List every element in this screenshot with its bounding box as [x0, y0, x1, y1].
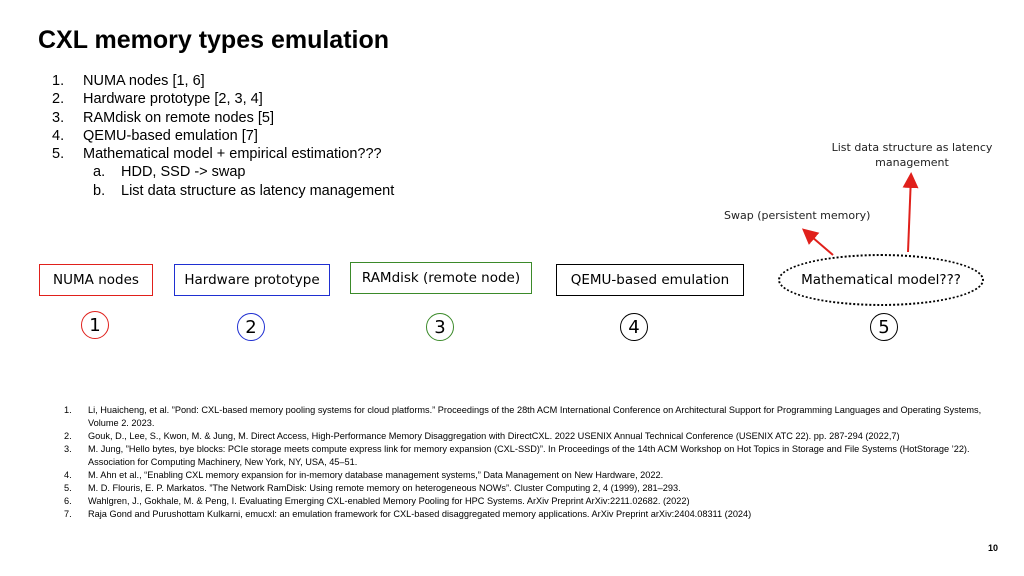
list-item-number: 1. [52, 73, 65, 89]
slide-title: CXL memory types emulation [38, 26, 390, 54]
list-item-text: NUMA nodes [1, 6] [83, 73, 205, 89]
reference-item [64, 443, 984, 469]
list-item-number: 5. [52, 146, 65, 163]
page-number: 10 [987, 543, 998, 553]
list-item-number: 2. [52, 91, 65, 108]
reference-number: 6. [64, 496, 72, 506]
step-4-circle: 4 [620, 313, 648, 341]
step-1-circle: 1 [81, 311, 109, 339]
sub-list-item-letter: b. [93, 182, 106, 199]
qemu-emulation-box: QEMU-based emulation [556, 264, 744, 296]
reference-text: Li, Huaicheng, et al. ”Pond: CXL-based memory pooling systems for cloud platforms.” Proceedings of the 28th ACM International Conference on Architectural Support for Programming Languages and Operating Systems, Volume 2. 2023. [88, 405, 982, 428]
sub-list-item-text: HDD, SSD -> swap [121, 164, 246, 181]
sub-list-item-letter: a. [93, 164, 106, 181]
list-item-number: 3. [52, 109, 65, 126]
list-item-text: RAMdisk on remote nodes [5] [83, 109, 275, 126]
reference-text: Gouk, D., Lee, S., Kwon, M. & Jung, M. Direct Access, High-Performance Memory Disaggregation with DirectCXL. 2022 USENIX Annual Technical Conference (USENIX ATC 22). pp. 287-294 (2022,7) [88, 431, 900, 441]
step-3-circle: 3 [426, 313, 454, 341]
mathematical-model-ellipse: Mathematical model??? [778, 254, 984, 306]
reference-item [64, 482, 984, 495]
references-list [64, 404, 984, 521]
reference-number: 5. [64, 483, 72, 493]
reference-number: 3. [64, 444, 72, 454]
list-item-text: Mathematical model + empirical estimation??? [83, 146, 382, 163]
reference-text: Raja Gond and Purushottam Kulkarni, emucxl: an emulation framework for CXL-based disaggregated memory applications. ArXiv Preprint arXiv:2404.08311 (2024) [88, 509, 752, 519]
reference-item [64, 404, 984, 430]
reference-item [64, 508, 984, 521]
reference-number: 4. [64, 470, 72, 480]
step-5-circle: 5 [870, 313, 898, 341]
reference-text: M. D. Flouris, E. P. Markatos. ”The Network RamDisk: Using remote memory on heterogeneous NOWs”. Cluster Computing 2, 4 (1999), 281–293. [88, 483, 681, 493]
list-structure-note: List data structure as latency management [831, 141, 993, 169]
arrow-to-swap-note [805, 231, 833, 255]
numa-nodes-box: NUMA nodes [39, 264, 153, 296]
sub-list-item-text: List data structure as latency management [121, 182, 395, 199]
reference-number: 1. [64, 405, 72, 415]
list-item-text: Hardware prototype [2, 3, 4] [83, 91, 263, 108]
step-2-circle: 2 [237, 313, 265, 341]
list-item-text: QEMU-based emulation [7] [83, 127, 258, 144]
reference-text: Wahlgren, J., Gokhale, M. & Peng, I. Evaluating Emerging CXL-enabled Memory Pooling for HPC Systems. ArXiv Preprint ArXiv:2211.02682. (2022) [88, 496, 690, 506]
arrow-to-list-note [908, 176, 911, 252]
list-item-number: 4. [52, 127, 65, 144]
reference-number: 7. [64, 509, 72, 519]
hardware-prototype-box: Hardware prototype [174, 264, 330, 296]
swap-note: Swap (persistent memory) [724, 209, 871, 222]
reference-text: M. Ahn et al., “Enabling CXL memory expansion for in-memory database management systems,” Data Management on New Hardware, 2022. [88, 470, 664, 480]
reference-item [64, 430, 984, 443]
reference-item [64, 469, 984, 482]
ramdisk-box: RAMdisk (remote node) [350, 262, 532, 294]
reference-item [64, 495, 984, 508]
reference-text: M. Jung, ”Hello bytes, bye blocks: PCIe storage meets compute express link for memory expansion (CXL-SSD)”. In Proceedings of the 14th ACM Workshop on Hot Topics in Storage and File Systems (HotStorage ’22). Association for Computing Machinery, New York, NY, USA, 45–51. [88, 444, 970, 467]
reference-number: 2. [64, 431, 72, 441]
